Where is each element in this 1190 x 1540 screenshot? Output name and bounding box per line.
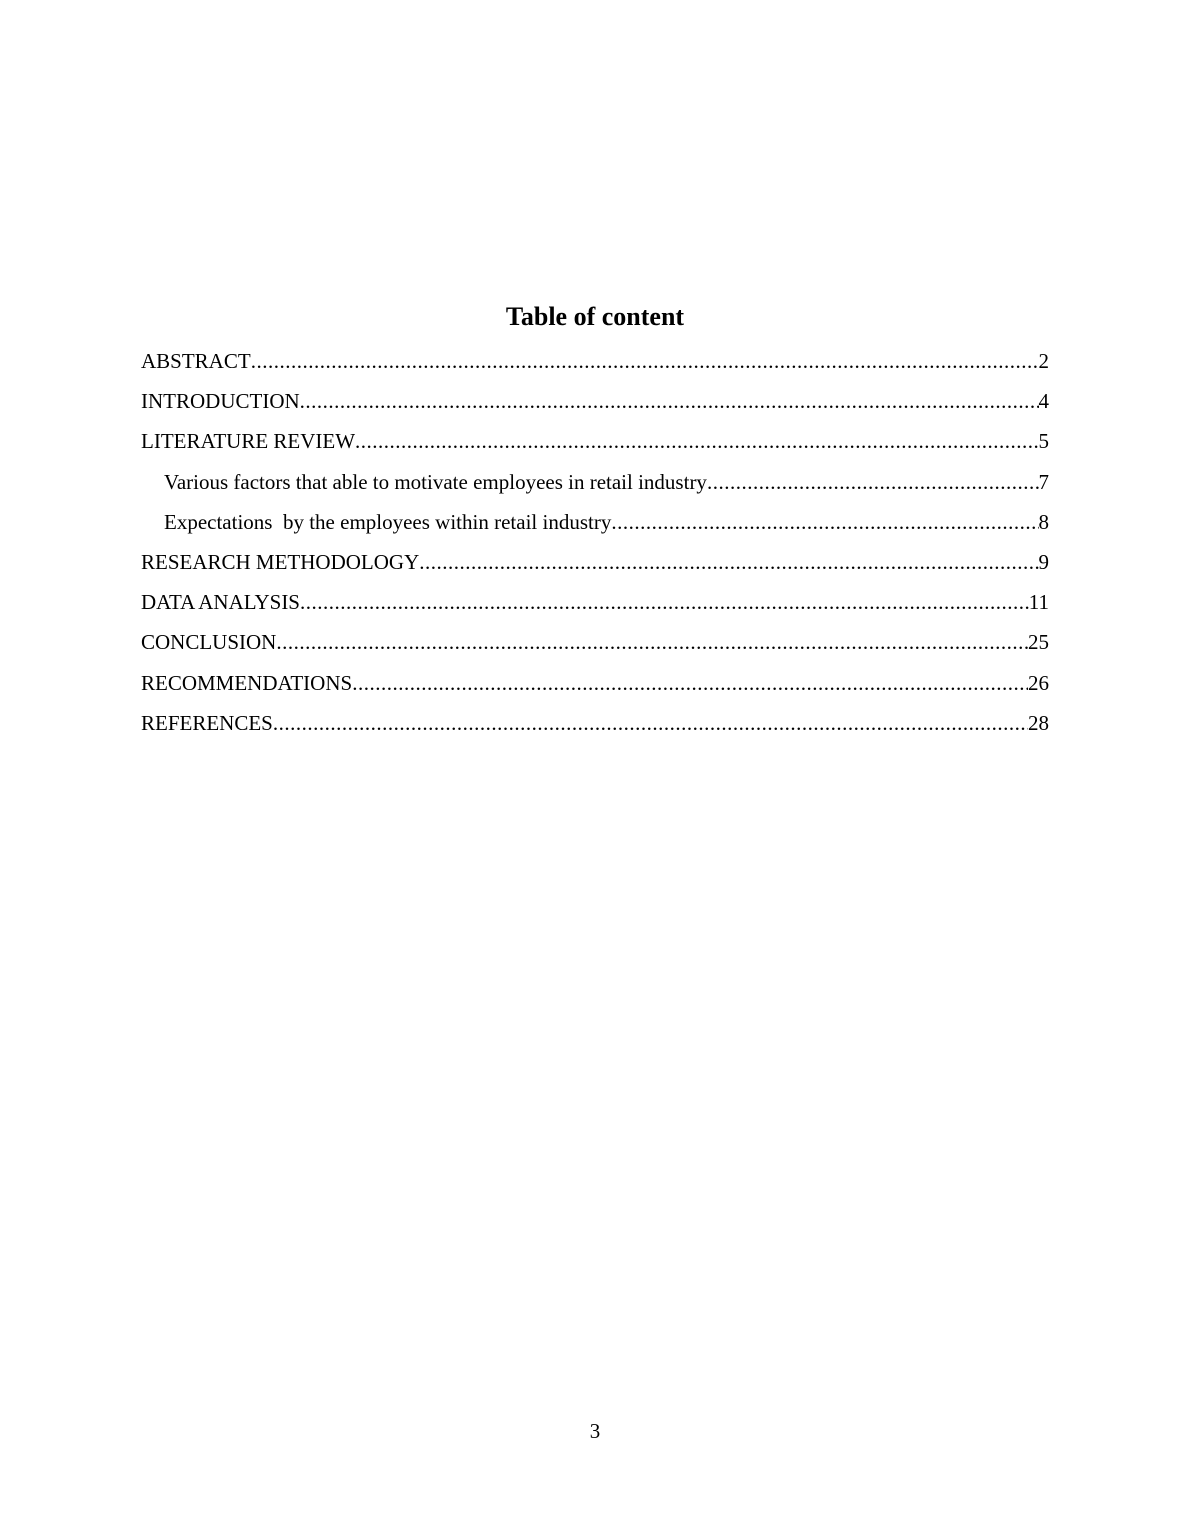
toc-entry-page: 26 [1028,670,1049,695]
toc-list [141,346,1049,748]
toc-entry-page: 9 [1038,549,1049,574]
toc-entry-recommendations[interactable] [141,668,1049,708]
toc-entry-page: 28 [1028,710,1049,735]
toc-entry-page: 25 [1028,630,1049,655]
toc-leader-dots [352,668,1028,698]
toc-entry-data-analysis[interactable] [141,587,1049,627]
page-number: 3 [589,1419,601,1443]
toc-leader-dots [611,507,1038,537]
toc-entry-literature-review[interactable] [141,426,1049,466]
toc-entry-page: 8 [1038,509,1049,534]
toc-entry-abstract[interactable] [141,346,1049,386]
toc-entry-label: RESEARCH METHODOLOGY [141,549,420,574]
toc-entry-label: ABSTRACT [141,349,251,373]
toc-entry-label: RECOMMENDATIONS [141,670,353,695]
toc-entry-label: CONCLUSION [141,630,277,655]
toc-leader-dots [419,547,1038,577]
toc-leader-dots [300,386,1039,416]
toc-entry-page: 5 [1038,429,1049,454]
toc-entry-introduction[interactable] [141,386,1049,426]
toc-entry-label: Various factors that able to motivate employees in retail industry [164,469,707,494]
toc-leader-dots [276,627,1028,657]
toc-entry-label: LITERATURE REVIEW [141,429,356,454]
toc-entry-label: INTRODUCTION [141,389,300,414]
toc-entry-conclusion[interactable] [141,627,1049,667]
toc-leader-dots [251,346,1039,376]
toc-leader-dots [300,587,1029,617]
toc-entry-employee-expectations[interactable] [141,507,1049,547]
toc-entry-page: 11 [1028,590,1049,615]
toc-entry-page: 2 [1038,349,1049,373]
toc-entry-page: 4 [1038,389,1049,414]
toc-entry-research-methodology[interactable] [141,547,1049,587]
toc-entry-motivating-factors[interactable] [141,467,1049,507]
toc-entry-label: REFERENCES [141,710,273,735]
toc-entry-references[interactable] [141,708,1049,748]
toc-leader-dots [355,426,1038,456]
toc-title: Table of content [505,302,685,331]
toc-leader-dots [273,708,1028,738]
toc-leader-dots [707,467,1039,497]
toc-entry-label: DATA ANALYSIS [141,590,300,615]
toc-entry-page: 7 [1038,469,1049,494]
toc-entry-label: Expectations by the employees within retail industry [164,509,612,534]
